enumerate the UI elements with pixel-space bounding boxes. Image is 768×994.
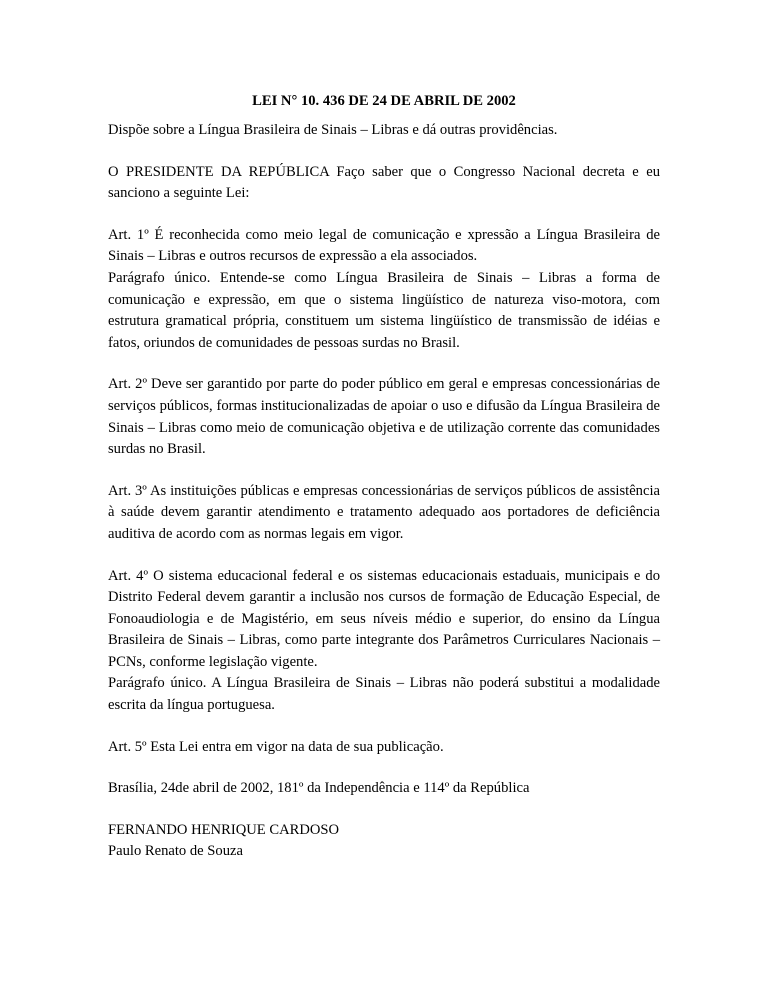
law-title: LEI N° 10. 436 DE 24 DE ABRIL DE 2002 [252,93,516,109]
signatory-president: FERNANDO HENRIQUE CARDOSO [108,821,340,838]
article-4: Art. 4º O sistema educacional federal e os sistemas educacionais estaduais, municipais e do Distrito Federal devem garantir a inclusão nos cursos de formação de Educação Especial, de Fonoaudiologia e de Magistério, em seus níveis médio e superior, do ensino da Língua Brasileira de Sinais – Libras, como parte integrante dos Parâmetros Curriculares Nacionais – PCNs, conforme legislação vigente. [108,567,660,670]
article-4-block [108,566,660,717]
article-3: Art. 3º As instituições públicas e empresas concessionárias de serviços públicos de assistência à saúde devem garantir atendimento e tratamento adequado aos portadores de deficiência auditiva de acordo com as normas legais em vigor. [108,482,660,542]
article-5: Art. 5º Esta Lei entra em vigor na data de sua publicação. [108,738,444,755]
signatures [108,820,660,863]
article-1-sole-paragraph: Parágrafo único. Entende-se como Língua Brasileira de Sinais – Libras a forma de comunicação e expressão, em que o sistema lingüístico de natureza viso-motora, com estrutura gramatical própria, constituem um sistema lingüístico de transmissão de idéias e fatos, oriundos de comunidades de pessoas surdas no Brasil. [108,269,660,351]
law-summary: Dispõe sobre a Língua Brasileira de Sinais – Libras e dá outras providências. [108,122,558,138]
document-body [108,120,660,863]
article-1-block [108,225,660,355]
article-2: Art. 2º Deve ser garantido por parte do poder público em geral e empresas concessionárias de serviços públicos, formas institucionalizadas de apoiar o uso e difusão da Língua Brasileira de Sinais – Libras como meio de comunicação objetiva e de utilização corrente das comunidades surdas no Brasil. [108,376,660,458]
signatory-minister: Paulo Renato de Souza [108,843,243,860]
article-4-sole-paragraph: Parágrafo único. A Língua Brasileira de Sinais – Libras não poderá substitui a modalidade escrita da língua portuguesa. [108,675,660,714]
law-preamble: O PRESIDENTE DA REPÚBLICA Faço saber que o Congresso Nacional decreta e eu sanciono a seguinte Lei: [108,163,660,202]
place-and-date: Brasília, 24de abril de 2002, 181º da Independência e 114º da República [108,780,530,797]
article-1: Art. 1º É reconhecida como meio legal de comunicação e xpressão a Língua Brasileira de Sinais – Libras e outros recursos de expressão a ela associados. [108,226,660,265]
